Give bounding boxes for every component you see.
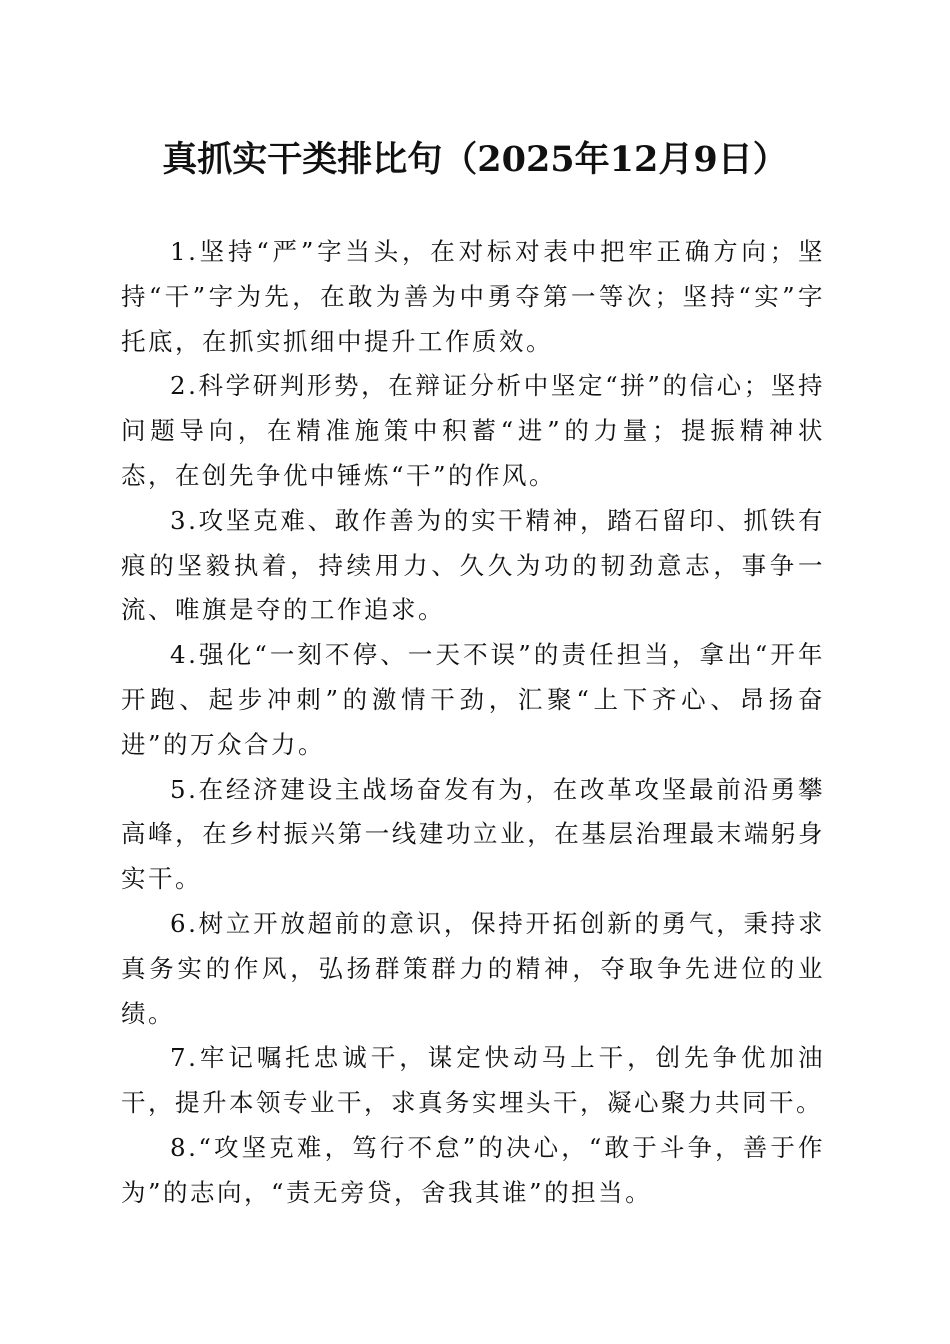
paragraph-5: 5.在经济建设主战场奋发有为，在改革攻坚最前沿勇攀高峰，在乡村振兴第一线建功立业，在基层治理最末端躬身实干。 (121, 774, 825, 894)
paragraph-8: 8.“攻坚克难，笃行不怠”的决心，“敢于斗争，善于作为”的志向，“责无旁贷，舍我其谁”的担当。 (121, 1132, 825, 1207)
document-body (121, 230, 825, 1216)
paragraph-6: 6.树立开放超前的意识，保持开拓创新的勇气，秉持求真务实的作风，弘扬群策群力的精神，夺取争先进位的业绩。 (121, 908, 825, 1028)
paragraph-4: 4.强化“一刻不停、一天不误”的责任担当，拿出“开年开跑、起步冲刺”的激情干劲，汇聚“上下齐心、昂扬奋进”的万众合力。 (121, 640, 825, 759)
paragraph-2: 2.科学研判形势，在辩证分析中坚定“拼”的信心；坚持问题导向，在精准施策中积蓄“进”的力量；提振精神状态，在创先争优中锤炼“干”的作风。 (121, 371, 825, 490)
paragraph-7: 7.牢记嘱托忠诚干，谋定快动马上干，创先争优加油干，提升本领专业干，求真务实埋头干，凝心聚力共同干。 (121, 1043, 825, 1118)
document-title: 真抓实干类排比句（2025年12月9日） (162, 139, 788, 180)
paragraph-3: 3.攻坚克难、敢作善为的实干精神，踏石留印、抓铁有痕的坚毅执着，持续用力、久久为功的韧劲意志，事争一流、唯旗是夺的工作追求。 (121, 505, 825, 625)
paragraph-1: 1.坚持“严”字当头，在对标对表中把牢正确方向；坚持“干”字为先，在敢为善为中勇夺第一等次；坚持“实”字托底，在抓实抓细中提升工作质效。 (121, 237, 825, 356)
